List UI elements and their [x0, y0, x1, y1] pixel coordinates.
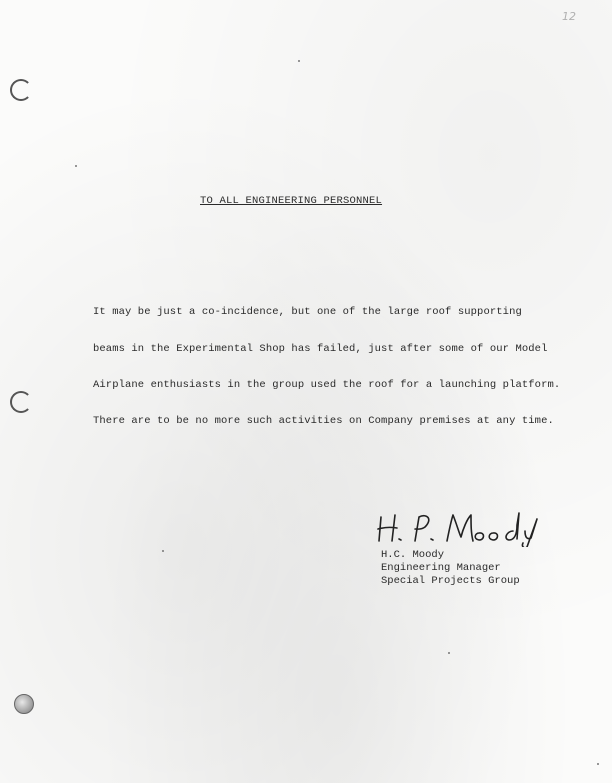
signer-title: Engineering Manager [381, 562, 501, 574]
punch-hole-top [10, 79, 32, 101]
memo-heading: TO ALL ENGINEERING PERSONNEL [200, 195, 383, 207]
paper-speck [75, 165, 77, 167]
body-line-4: There are to be no more such activities on Company premises at any time. [93, 415, 554, 427]
paper-speck [597, 763, 599, 765]
handwritten-signature [375, 505, 540, 547]
body-line-3: Airplane enthusiasts in the group used the roof for a launching platform. [93, 379, 561, 391]
page-number: 12 [562, 10, 576, 23]
paper-speck [162, 550, 164, 552]
paper-speck [448, 652, 450, 654]
signer-group: Special Projects Group [381, 575, 520, 587]
paper-speck [298, 60, 300, 62]
body-line-2: beams in the Experimental Shop has failed, just after some of our Model [93, 343, 548, 355]
signer-name: H.C. Moody [381, 549, 445, 561]
punch-hole-middle [10, 391, 32, 413]
body-line-1: It may be just a co-incidence, but one of the large roof supporting [93, 306, 522, 318]
punch-hole-bottom [14, 694, 34, 714]
